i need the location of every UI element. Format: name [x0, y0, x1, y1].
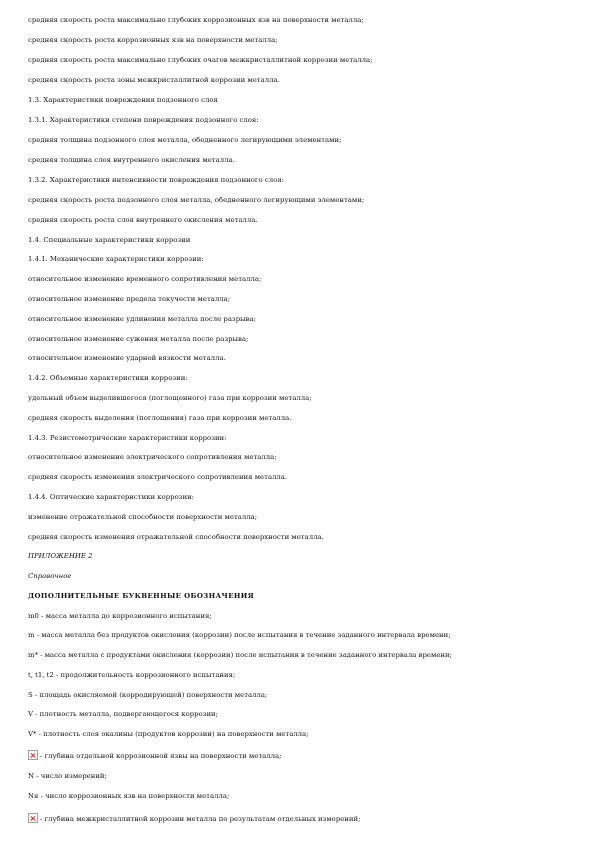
subsection-heading: 1.4.3. Резистометрические характеристики коррозии:: [28, 434, 227, 442]
definition-line: m - масса металла без продуктов окисления (коррозии) после испытания в течение заданного интервала времени;: [28, 631, 451, 639]
definition-line: [28, 750, 587, 761]
subsection-heading: 1.3.1. Характеристики степени повреждения подзонного слоя:: [28, 116, 259, 124]
text-line: изменение отражательной способности поверхности металла;: [28, 513, 258, 521]
definition-line: [28, 813, 587, 824]
definition-line: m0 - масса металла до коррозионного испытания;: [28, 612, 212, 620]
section-heading: 1.3. Характеристики повреждения подзонного слоя: [28, 96, 218, 104]
text-line: относительное изменение предела текучести металла;: [28, 295, 231, 303]
subsection-heading: 1.4.2. Объемные характеристики коррозии:: [28, 374, 188, 382]
definition-text: - глубина межкристаллитной коррозии металла по результатам отдельных измерений;: [40, 815, 361, 823]
text-line: средняя толщина слоя внутреннего окисления металла.: [28, 156, 235, 164]
broken-image-icon: [28, 750, 38, 760]
definition-line: V* - плотность слоя окалины (продуктов коррозии) на поверхности металла;: [28, 730, 309, 738]
definition-line: Nя - число коррозионных язв на поверхности металла;: [28, 792, 230, 800]
text-line: средняя скорость роста максимально глубоких коррозионных язв на поверхности металла;: [28, 16, 364, 24]
broken-image-icon: [28, 813, 38, 823]
definition-text: - глубина отдельной коррозионной язвы на поверхности металла;: [40, 752, 282, 760]
subsection-heading: 1.4.4. Оптические характеристики коррозии:: [28, 493, 194, 501]
text-line: удельный объем выделившегося (поглощенного) газа при коррозии металла;: [28, 394, 312, 402]
definition-line: m* - масса металла с продуктами окисления (коррозии) после испытания в течение заданного интервала времени;: [28, 651, 452, 659]
definition-line: S - площадь окисляемой (корродирующей) поверхности металла;: [28, 691, 268, 699]
text-line: относительное изменение сужения металла после разрыва;: [28, 335, 249, 343]
definition-line: V - плотность металла, подвергающегося коррозии;: [28, 710, 218, 718]
text-line: средняя скорость роста подзонного слоя металла, обедненного легирующими элементами;: [28, 196, 365, 204]
text-line: средняя скорость выделения (поглощения) газа при коррозии металла.: [28, 414, 292, 422]
subsection-heading: 1.4.1. Механические характеристики коррозии:: [28, 255, 204, 263]
text-line: средняя толщина подзонного слоя металла, обедненного легирующими элементами;: [28, 136, 342, 144]
text-line: средняя скорость изменения электрического сопротивления металла.: [28, 473, 288, 481]
text-line: относительное изменение удлинения металла после разрыва;: [28, 315, 256, 323]
text-line: средняя скорость роста зоны межкристаллитной коррозии металла.: [28, 76, 280, 84]
text-line: средняя скорость роста коррозионных язв на поверхности металла;: [28, 36, 278, 44]
text-line: относительное изменение ударной вязкости металла.: [28, 354, 226, 362]
subsection-heading: 1.3.2. Характеристики интенсивности повреждения подзонного слоя:: [28, 176, 284, 184]
definition-line: t, t1, t2 - продолжительность коррозионного испытания;: [28, 671, 236, 679]
definition-line: N - число измерений;: [28, 772, 107, 780]
section-heading: 1.4. Специальные характеристики коррозии: [28, 236, 191, 244]
text-line: относительное изменение электрического сопротивления металла;: [28, 453, 277, 461]
text-line: средняя скорость роста максимально глубоких очагов межкристаллитной коррозии металла;: [28, 56, 373, 64]
appendix-type: Справочное: [28, 572, 72, 580]
text-line: средняя скорость изменения отражательной способности поверхности металла.: [28, 533, 324, 541]
appendix-label: ПРИЛОЖЕНИЕ 2: [28, 552, 93, 560]
appendix-title: ДОПОЛНИТЕЛЬНЫЕ БУКВЕННЫЕ ОБОЗНАЧЕНИЯ: [28, 592, 255, 600]
text-line: средняя скорость роста слоя внутреннего окисления металла.: [28, 216, 258, 224]
text-line: относительное изменение временного сопротивления металла;: [28, 275, 262, 283]
